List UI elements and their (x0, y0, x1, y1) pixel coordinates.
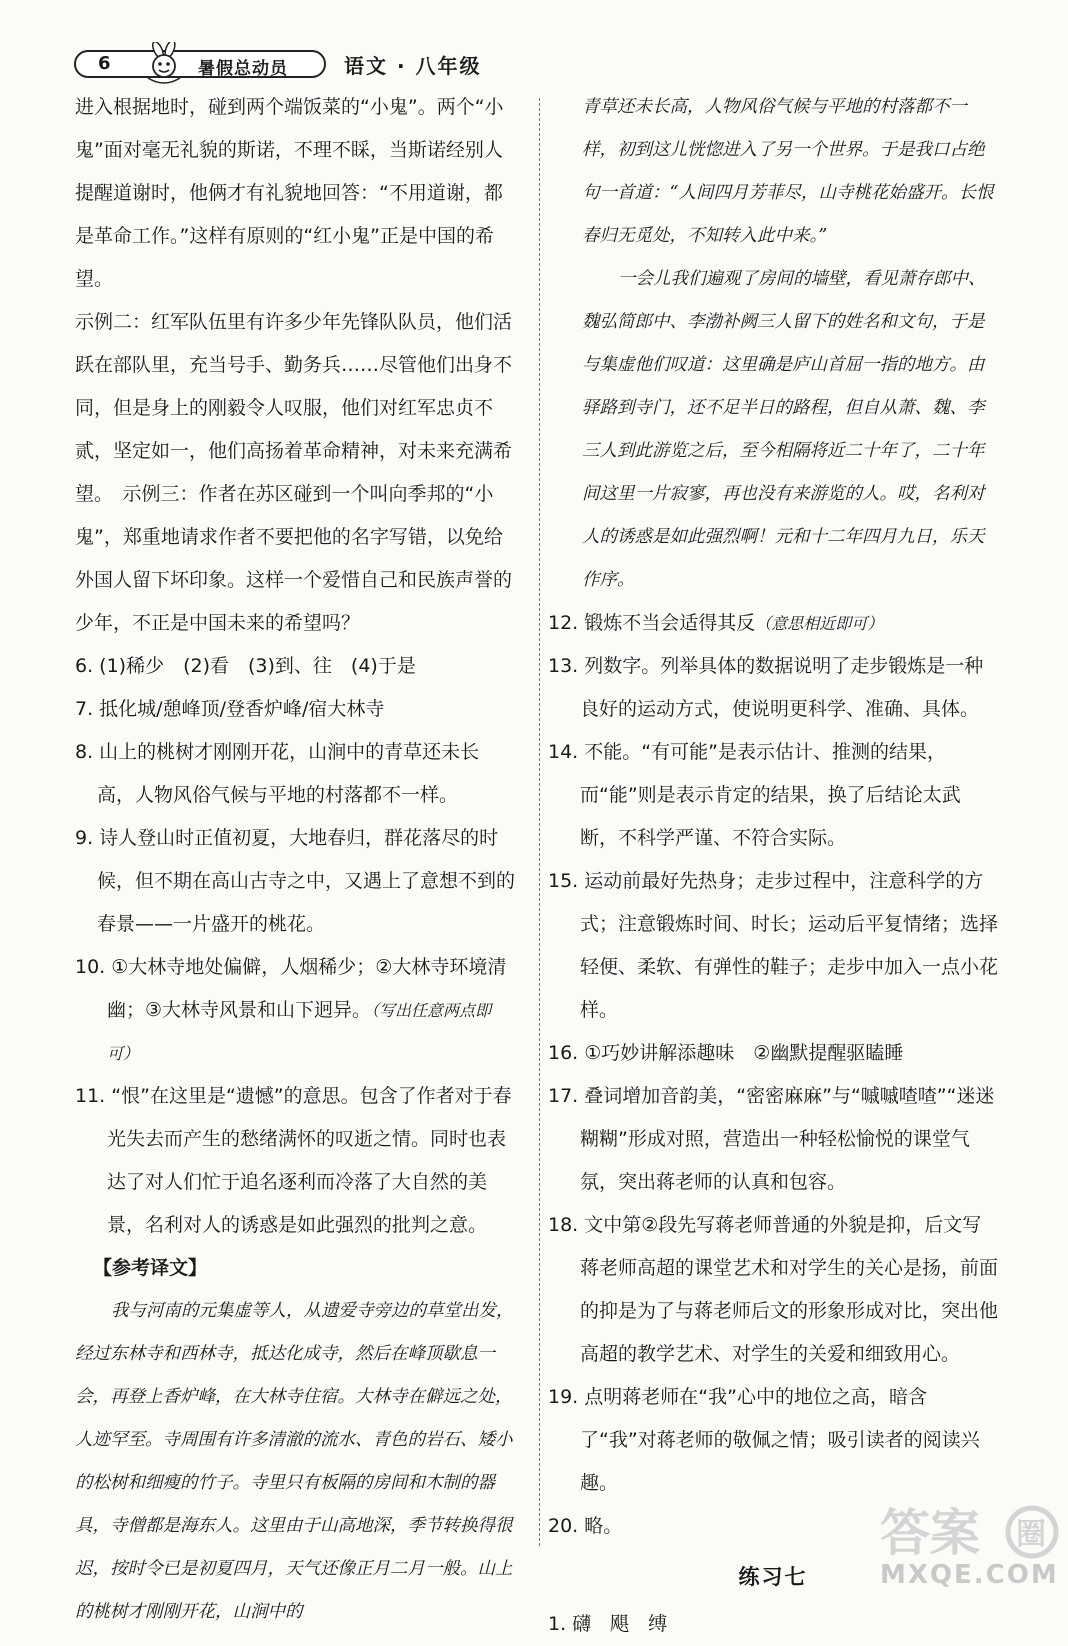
section-title: 练习七 (738, 1565, 808, 1589)
subject-grade: 语文 · 八年级 (344, 54, 482, 78)
left-column (75, 86, 515, 1634)
answer-10 (75, 946, 515, 1075)
answer-16: 16. ①巧妙讲解添趣味 ②幽默提醒驱瞌睡 (548, 1042, 904, 1064)
answer-12-text: 12. 锻炼不当会适得其反 (548, 612, 756, 634)
reference-translation-title: 【参考译文】 (93, 1257, 208, 1279)
series-badge (74, 50, 326, 78)
answer-18: 18. 文中第②段先写蒋老师普通的外貌是抑，后文写蒋老师高超的课堂艺术和对学生的关心是扬，前面的抑是为了与蒋老师后文的形象形成对比，突出他高超的教学艺术、对学生的关爱和细致用心。 (548, 1214, 999, 1365)
answer-17: 17. 叠词增加音韵美，“密密麻麻”与“嘁嘁喳喳”“迷迷糊糊”形成对照，营造出一种轻松愉悦的课堂气氛，突出蒋老师的认真和包容。 (548, 1085, 995, 1193)
answer-14: 14. 不能。“有可能”是表示估计、推测的结果，而“能”则是表示肯定的结果，换了后结论太武断，不科学严谨、不符合实际。 (548, 741, 961, 849)
answer-9: 9. 诗人登山时正值初夏，大地春归，群花落尽的时候，但不期在高山古寺之中，又遇上了意想不到的春景——一片盛开的桃花。 (75, 827, 516, 935)
answer-20: 20. 略。 (548, 1515, 623, 1537)
svg-text:答案: 答案 (880, 1504, 980, 1562)
answer-13: 13. 列数字。列举具体的数据说明了走步锻炼是一种良好的运动方式，使说明更科学、准确、具体。 (548, 655, 984, 720)
answer-15: 15. 运动前最好先热身；走步过程中，注意科学的方式；注意锻炼时间、时长；运动后平复情绪；选择轻便、柔软、有弹性的鞋子；走步中加入一点小花样。 (548, 870, 999, 1021)
answer-19: 19. 点明蒋老师在“我”心中的地位之高，暗含了“我”对蒋老师的敬佩之情；吸引读者的阅读兴趣。 (548, 1386, 980, 1494)
answer-12-note: （意思相近即可） (755, 614, 884, 633)
cartoon-mascot-icon (140, 42, 192, 86)
answer-12 (548, 602, 998, 645)
translation-continued-1: 青草还未长高，人物风俗气候与平地的村落都不一样，初到这儿恍惚进入了另一个世界。于是我口占绝句一首道：“人间四月芳菲尽，山寺桃花始盛开。长恨春归无觅处，不知转入此中来。” (582, 97, 994, 246)
reference-translation: 我与河南的元集虚等人，从遗爱寺旁边的草堂出发，经过东林寺和西林寺，抵达化成寺，然后在峰顶歇息一会，再登上香炉峰，在大林寺住宿。大林寺在僻远之处，人迹罕至。寺周围有许多清澈的流水、青色的岩石、矮小的松树和细瘦的竹子。寺里只有板隔的房间和木制的器具，寺僧都是海东人。这里由于山高地深，季节转换得很迟，按时令已是初夏四月，天气还像正月二月一般。山上的桃树才刚刚开花，山涧中的 (75, 1301, 514, 1622)
series-name: 暑假总动员 (198, 59, 288, 79)
example-two-three: 示例二：红军队伍里有许多少年先锋队队员，他们活跃在部队里，充当号手、勤务兵……尽管他们出身不同，但是身上的刚毅令人叹服，他们对红军忠贞不贰，坚定如一，他们高扬着革命精神，对未来充满希望。 示例三：作者在苏区碰到一个叫向季邦的“小鬼”，郑重地请求作者不要把他的名字写错，以免给外国人留下坏印象。这样一个爱惜自己和民族声誉的少年，不正是中国未来的希望吗？ (75, 311, 513, 634)
column-divider (539, 98, 540, 1546)
svg-text:圈: 圈 (1016, 1517, 1046, 1552)
page-number: 6 (98, 53, 111, 74)
answer-8: 8. 山上的桃树才刚刚开花，山涧中的青草还未长高，人物风俗气候与平地的村落都不一样。 (75, 741, 480, 806)
answer-7: 7. 抵化城/憩峰顶/登香炉峰/宿大林寺 (75, 698, 385, 720)
answer-10-note: （写出任意两点即可） (107, 1001, 492, 1063)
intro-paragraph: 进入根据地时，碰到两个端饭菜的“小鬼”。两个“小鬼”面对毫无礼貌的斯诺，不理不睬，当斯诺经别人提醒道谢时，他俩才有礼貌地回答：“不用道谢，都是革命工作。”这样有原则的“红小鬼”正是中国的希望。 (75, 96, 504, 290)
watermark-url: MXQE.COM (880, 1560, 1059, 1590)
answer-11: 11. “恨”在这里是“遗憾”的意思。包含了作者对于春光失去而产生的愁绪满怀的叹逝之情。同时也表达了对人们忙于追名逐利而冷落了大自然的美景，名利对人的诱惑是如此强烈的批判之意。 (75, 1085, 512, 1236)
page-header (74, 50, 514, 82)
answer-1: 1. 礴 飓 缚 (548, 1613, 668, 1635)
translation-continued-2: 一会儿我们遍观了房间的墙壁，看见萧存郎中、魏弘简郎中、李渤补阙三人留下的姓名和文句，于是与集虚他们叹道：这里确是庐山首屈一指的地方。由驿路到寺门，还不足半日的路程，但自从萧、魏、李三人到此游览之后，至今相隔将近二十年了，二十年间这里一片寂寥，再也没有来游览的人。哎，名利对人的诱惑是如此强烈啊！元和十二年四月九日，乐天作序。 (582, 269, 986, 590)
right-column (548, 86, 998, 1646)
answer-6: 6. (1)稀少 (2)看 (3)到、往 (4)于是 (75, 655, 416, 677)
answer-10-text: 10. ①大林寺地处偏僻，人烟稀少；②大林寺环境清幽；③大林寺风景和山下迥异。 (75, 956, 507, 1021)
